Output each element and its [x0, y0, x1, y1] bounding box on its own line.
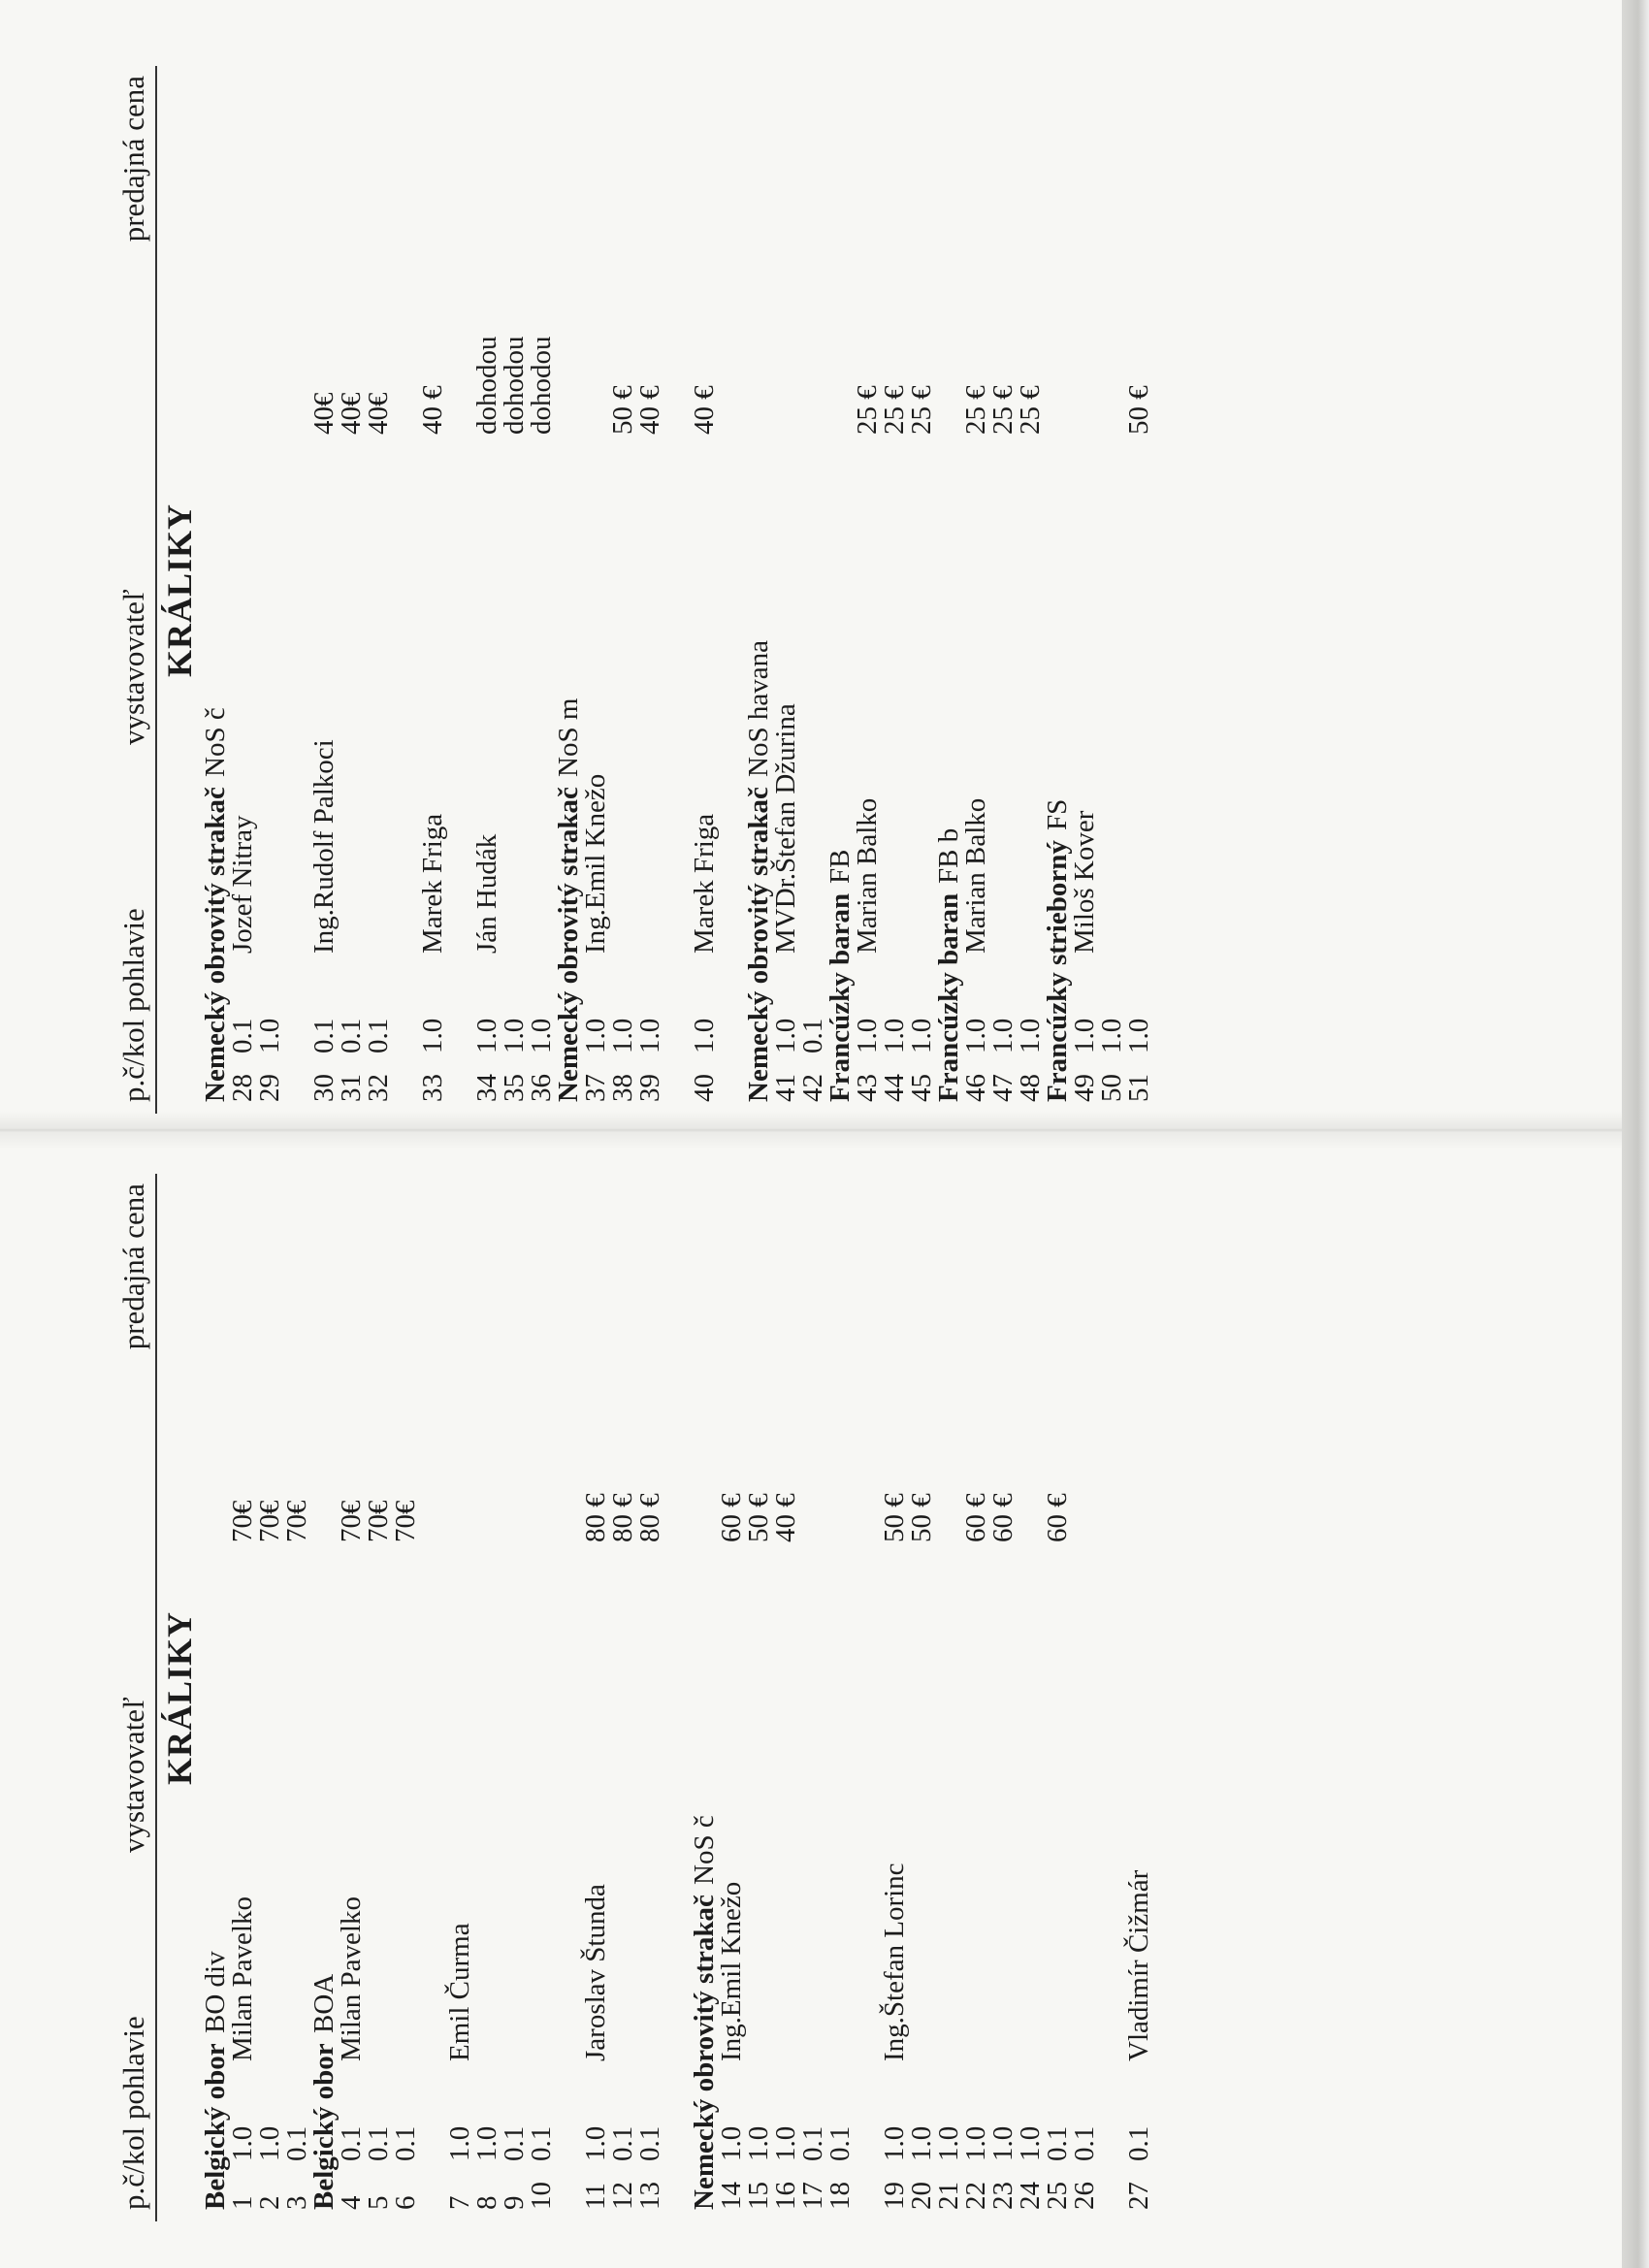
entry-price: 50 €: [607, 385, 638, 435]
row-spacer: [663, 66, 691, 1114]
entry-exhibitor: Marek Friga: [689, 813, 720, 954]
entry-sex: 0.1: [390, 2125, 421, 2161]
table-row: [582, 1174, 609, 2221]
entry-sex: 1.0: [417, 1018, 448, 1053]
entry-number: 45: [906, 1074, 937, 1102]
entry-sex: 0.1: [336, 2125, 367, 2161]
entry-number: 51: [1123, 1074, 1154, 1102]
entry-price: 40€: [336, 392, 367, 435]
table-header: [107, 66, 157, 1114]
entry-exhibitor: MVDr.Štefan Džurina: [770, 703, 801, 954]
entry-price: 50 €: [879, 1493, 910, 1542]
table-row: [908, 66, 935, 1114]
entry-price: dohodou: [471, 336, 502, 435]
entry-number: 13: [634, 2182, 665, 2210]
entry-sex: 0.1: [526, 2125, 557, 2161]
table-row: [582, 66, 609, 1114]
row-spacer: [419, 1174, 446, 2221]
entry-price: 60 €: [1042, 1493, 1073, 1542]
header-price: predajná cena: [116, 1183, 150, 1350]
entry-exhibitor: Marian Balko: [852, 797, 883, 954]
breed-name: Nemecký obrovitý strakač: [553, 787, 584, 1102]
table-row: [826, 1174, 854, 2221]
header-exhibitor: vystavovateľ: [116, 1697, 150, 1853]
table-row: [229, 66, 256, 1114]
entry-sex: 0.1: [797, 2125, 828, 2161]
entry-number: 39: [634, 1074, 665, 1102]
table-row: [935, 1174, 962, 2221]
entry-sex: 1.0: [1015, 2125, 1046, 2161]
entry-sex: 0.1: [1069, 2125, 1100, 2161]
entry-sex: 1.0: [254, 1018, 285, 1053]
entry-exhibitor: Ing.Štefan Lorinc: [879, 1863, 910, 2061]
entry-sex: 0.1: [308, 1018, 340, 1053]
table-row: [1071, 66, 1098, 1114]
table-row: [419, 66, 446, 1114]
entry-number: 10: [526, 2182, 557, 2210]
entry-exhibitor: Miloš Kover: [1069, 810, 1100, 954]
table-row: [854, 66, 881, 1114]
entry-number: 3: [281, 2195, 312, 2210]
breed-name: Belgický obor: [308, 2043, 340, 2210]
breed-heading: [202, 1174, 229, 2221]
breed-name: Nemecký obrovitý strakač: [200, 787, 231, 1102]
breed-code: NoS č: [200, 707, 231, 777]
breed-code: NoS m: [553, 697, 584, 777]
entry-price: 40 €: [634, 385, 665, 435]
entry-price: 40 €: [417, 385, 448, 435]
table-row: [1098, 66, 1125, 1114]
entry-sex: 1.0: [471, 2125, 502, 2161]
entry-price: 70€: [227, 1500, 258, 1542]
breed-code: FB: [824, 849, 856, 884]
entry-price: dohodou: [526, 336, 557, 435]
entry-number: 33: [417, 1074, 448, 1102]
breed-heading: [202, 66, 229, 1114]
breed-code: NoS č: [689, 1815, 720, 1885]
entry-sex: 0.1: [824, 2125, 856, 2161]
table-row: [908, 1174, 935, 2221]
table-row: [473, 66, 501, 1114]
table-row: [881, 66, 908, 1114]
entry-number: 43: [852, 1074, 883, 1102]
table-row: [962, 1174, 989, 2221]
entry-number: 6: [390, 2195, 421, 2210]
entry-sex: 1.0: [607, 1018, 638, 1053]
table-row: [446, 1174, 473, 2221]
breed-code: NoS havana: [743, 640, 774, 777]
entry-sex: 1.0: [254, 2125, 285, 2161]
entry-sex: 1.0: [987, 1018, 1018, 1053]
entry-price: 70€: [254, 1500, 285, 1542]
table-row: [1071, 1174, 1098, 2221]
entry-price: 40€: [308, 392, 340, 435]
entry-exhibitor: Ing.Rudolf Palkoci: [308, 739, 340, 954]
table-row: [501, 1174, 528, 2221]
entry-exhibitor: Marian Balko: [960, 797, 991, 954]
section-title: KRÁLIKY: [160, 1610, 199, 1785]
row-spacer: [555, 1174, 582, 2221]
entry-price: 80 €: [580, 1493, 611, 1542]
breed-heading: [555, 66, 582, 1114]
entry-sex: 1.0: [906, 2125, 937, 2161]
entry-sex: 1.0: [1123, 1018, 1154, 1053]
table-row: [365, 1174, 392, 2221]
entry-exhibitor: Marek Friga: [417, 813, 448, 954]
entry-sex: 1.0: [227, 2125, 258, 2161]
entry-number: 30: [308, 1074, 340, 1102]
row-spacer: [446, 66, 473, 1114]
entry-price: 25 €: [879, 385, 910, 435]
entry-price: 70€: [363, 1500, 394, 1542]
breed-code: BOA: [308, 1973, 340, 2033]
entry-sex: 1.0: [580, 2125, 611, 2161]
entry-sex: 1.0: [906, 1018, 937, 1053]
entry-number: 38: [607, 1074, 638, 1102]
entry-number: 15: [743, 2182, 774, 2210]
entry-sex: 0.1: [499, 2125, 530, 2161]
entry-sex: 0.1: [1042, 2125, 1073, 2161]
entry-number: 29: [254, 1074, 285, 1102]
entry-sex: 1.0: [933, 2125, 964, 2161]
catalog-page-2: [107, 66, 1154, 1114]
table-row: [310, 66, 338, 1114]
entry-price: 60 €: [987, 1493, 1018, 1542]
entry-number: 19: [879, 2182, 910, 2210]
entry-price: 40 €: [689, 385, 720, 435]
breed-name: Belgický obor: [200, 2043, 231, 2210]
entry-sex: 1.0: [1096, 1018, 1127, 1053]
entry-number: 5: [363, 2195, 394, 2210]
table-row: [989, 66, 1017, 1114]
entry-number: 48: [1015, 1074, 1046, 1102]
row-spacer: [392, 66, 419, 1114]
entry-price: 25 €: [987, 385, 1018, 435]
entry-sex: 1.0: [960, 2125, 991, 2161]
entry-number: 37: [580, 1074, 611, 1102]
entry-price: 50 €: [906, 1493, 937, 1542]
entry-sex: 1.0: [580, 1018, 611, 1053]
entry-number: 26: [1069, 2182, 1100, 2210]
entry-price: 60 €: [716, 1493, 747, 1542]
entry-exhibitor: Milan Pavelko: [336, 1896, 367, 2061]
row-spacer: [283, 66, 310, 1114]
entry-price: 70€: [336, 1500, 367, 1542]
table-row: [528, 66, 555, 1114]
entry-number: 1: [227, 2195, 258, 2210]
entry-number: 49: [1069, 1074, 1100, 1102]
entry-sex: 1.0: [1015, 1018, 1046, 1053]
entry-number: 16: [770, 2182, 801, 2210]
entry-sex: 0.1: [281, 2125, 312, 2161]
entry-price: 80 €: [634, 1493, 665, 1542]
header-price: predajná cena: [116, 76, 150, 243]
table-row: [636, 66, 663, 1114]
entry-sex: 1.0: [1069, 1018, 1100, 1053]
entry-sex: 0.1: [227, 1018, 258, 1053]
entry-number: 44: [879, 1074, 910, 1102]
table-row: [229, 1174, 256, 2221]
table-row: [772, 1174, 799, 2221]
entry-price: 25 €: [906, 385, 937, 435]
table-row: [691, 66, 718, 1114]
table-row: [528, 1174, 555, 2221]
table-row: [392, 1174, 419, 2221]
entry-number: 32: [363, 1074, 394, 1102]
breed-name: Francúzky baran: [824, 892, 856, 1102]
table-row: [772, 66, 799, 1114]
entry-sex: 1.0: [634, 1018, 665, 1053]
breed-heading: [935, 66, 962, 1114]
page-fold: [0, 1111, 1622, 1150]
entry-number: 24: [1015, 2182, 1046, 2210]
breed-heading: [826, 66, 854, 1114]
scan-edge-shadow: [1622, 0, 1649, 2268]
table-header: [107, 1174, 157, 2221]
table-row: [256, 66, 283, 1114]
entry-price: 25 €: [960, 385, 991, 435]
table-row: [501, 66, 528, 1114]
table-row: [256, 1174, 283, 2221]
table-row: [338, 66, 365, 1114]
entry-price: 50 €: [1123, 385, 1154, 435]
entry-price: 70€: [281, 1500, 312, 1542]
entry-number: 31: [336, 1074, 367, 1102]
entry-number: 23: [987, 2182, 1018, 2210]
table-row: [365, 66, 392, 1114]
breed-heading: [745, 66, 772, 1114]
entry-number: 14: [716, 2182, 747, 2210]
entry-sex: 1.0: [987, 2125, 1018, 2161]
header-exhibitor: vystavovateľ: [116, 589, 150, 745]
entry-sex: 0.1: [363, 2125, 394, 2161]
entry-price: 50 €: [743, 1493, 774, 1542]
entry-sex: 1.0: [716, 2125, 747, 2161]
table-row: [745, 1174, 772, 2221]
breed-name: Francúzky baran: [933, 892, 964, 1102]
entry-number: 46: [960, 1074, 991, 1102]
breed-name: Nemecký obrovitý strakač: [689, 1895, 720, 2210]
entry-sex: 0.1: [797, 1018, 828, 1053]
entry-number: 12: [607, 2182, 638, 2210]
entry-number: 27: [1123, 2182, 1154, 2210]
entry-price: 40€: [363, 392, 394, 435]
table-row: [1125, 66, 1152, 1114]
entry-number: 7: [444, 2195, 475, 2210]
entry-sex: 1.0: [689, 1018, 720, 1053]
entry-exhibitor: Emil Čurma: [444, 1923, 475, 2061]
entries-list: [202, 66, 1152, 1114]
table-row: [1017, 1174, 1044, 2221]
breed-heading: [310, 1174, 338, 2221]
entry-number: 8: [471, 2195, 502, 2210]
entry-number: 41: [770, 1074, 801, 1102]
entry-sex: 1.0: [499, 1018, 530, 1053]
entry-number: 18: [824, 2182, 856, 2210]
entry-number: 40: [689, 1074, 720, 1102]
table-row: [609, 1174, 636, 2221]
breed-code: BO div: [200, 1951, 231, 2033]
table-row: [338, 1174, 365, 2221]
entry-exhibitor: Jaroslav Štunda: [580, 1884, 611, 2061]
entry-number: 17: [797, 2182, 828, 2210]
section-title: KRÁLIKY: [160, 502, 199, 677]
entry-exhibitor: Vladimír Čižmár: [1123, 1869, 1154, 2061]
entries-list: [202, 1174, 1152, 2221]
table-row: [989, 1174, 1017, 2221]
row-spacer: [854, 1174, 881, 2221]
entry-sex: 1.0: [770, 1018, 801, 1053]
breed-name: Francúzky strieborný: [1042, 840, 1073, 1102]
catalog-page-1: [107, 1174, 1154, 2221]
entry-sex: 0.1: [363, 1018, 394, 1053]
table-row: [1017, 66, 1044, 1114]
breed-code: FB b: [933, 827, 964, 884]
entry-sex: 0.1: [1123, 2125, 1154, 2161]
entry-price: dohodou: [499, 336, 530, 435]
entry-price: 60 €: [960, 1493, 991, 1542]
entry-exhibitor: Ing.Emil Knežo: [580, 773, 611, 954]
table-row: [473, 1174, 501, 2221]
entry-number: 2: [254, 2195, 285, 2210]
entry-number: 22: [960, 2182, 991, 2210]
entry-price: 80 €: [607, 1493, 638, 1542]
table-row: [283, 1174, 310, 2221]
entry-exhibitor: Jozef Nitray: [227, 815, 258, 954]
table-row: [799, 66, 826, 1114]
header-number-sex: p.č/kol pohlavie: [116, 908, 150, 1102]
entry-number: 21: [933, 2182, 964, 2210]
row-spacer: [1098, 1174, 1125, 2221]
entry-sex: 1.0: [879, 2125, 910, 2161]
entry-exhibitor: Milan Pavelko: [227, 1896, 258, 2061]
entry-sex: 1.0: [770, 2125, 801, 2161]
entry-price: 70€: [390, 1500, 421, 1542]
entry-number: 35: [499, 1074, 530, 1102]
entry-exhibitor: Ján Hudák: [471, 833, 502, 954]
table-row: [1125, 1174, 1152, 2221]
entry-number: 42: [797, 1074, 828, 1102]
row-spacer: [663, 1174, 691, 2221]
table-row: [636, 1174, 663, 2221]
entry-number: 9: [499, 2195, 530, 2210]
table-row: [609, 66, 636, 1114]
entry-sex: 1.0: [743, 2125, 774, 2161]
entry-number: 11: [580, 2183, 611, 2210]
breed-heading: [1044, 66, 1071, 1114]
entry-price: 40 €: [770, 1493, 801, 1542]
entry-sex: 1.0: [526, 1018, 557, 1053]
table-row: [881, 1174, 908, 2221]
breed-code: FS: [1042, 798, 1073, 830]
entry-price: 25 €: [852, 385, 883, 435]
entry-sex: 1.0: [444, 2125, 475, 2161]
breed-heading: [691, 1174, 718, 2221]
entry-number: 4: [336, 2195, 367, 2210]
entry-sex: 1.0: [879, 1018, 910, 1053]
entry-sex: 1.0: [471, 1018, 502, 1053]
entry-number: 50: [1096, 1074, 1127, 1102]
entry-sex: 0.1: [336, 1018, 367, 1053]
entry-number: 28: [227, 1074, 258, 1102]
row-spacer: [718, 66, 745, 1114]
table-row: [962, 66, 989, 1114]
table-row: [799, 1174, 826, 2221]
entry-sex: 1.0: [852, 1018, 883, 1053]
entry-number: 47: [987, 1074, 1018, 1102]
entry-exhibitor: Ing.Emil Knežo: [716, 1881, 747, 2061]
table-row: [1044, 1174, 1071, 2221]
entry-sex: 0.1: [634, 2125, 665, 2161]
entry-sex: 0.1: [607, 2125, 638, 2161]
entry-number: 20: [906, 2182, 937, 2210]
header-number-sex: p.č/kol pohlavie: [116, 2016, 150, 2210]
entry-sex: 1.0: [960, 1018, 991, 1053]
entry-number: 34: [471, 1074, 502, 1102]
entry-price: 25 €: [1015, 385, 1046, 435]
entry-number: 25: [1042, 2182, 1073, 2210]
table-row: [718, 1174, 745, 2221]
entry-number: 36: [526, 1074, 557, 1102]
breed-name: Nemecký obrovitý strakač: [743, 787, 774, 1102]
